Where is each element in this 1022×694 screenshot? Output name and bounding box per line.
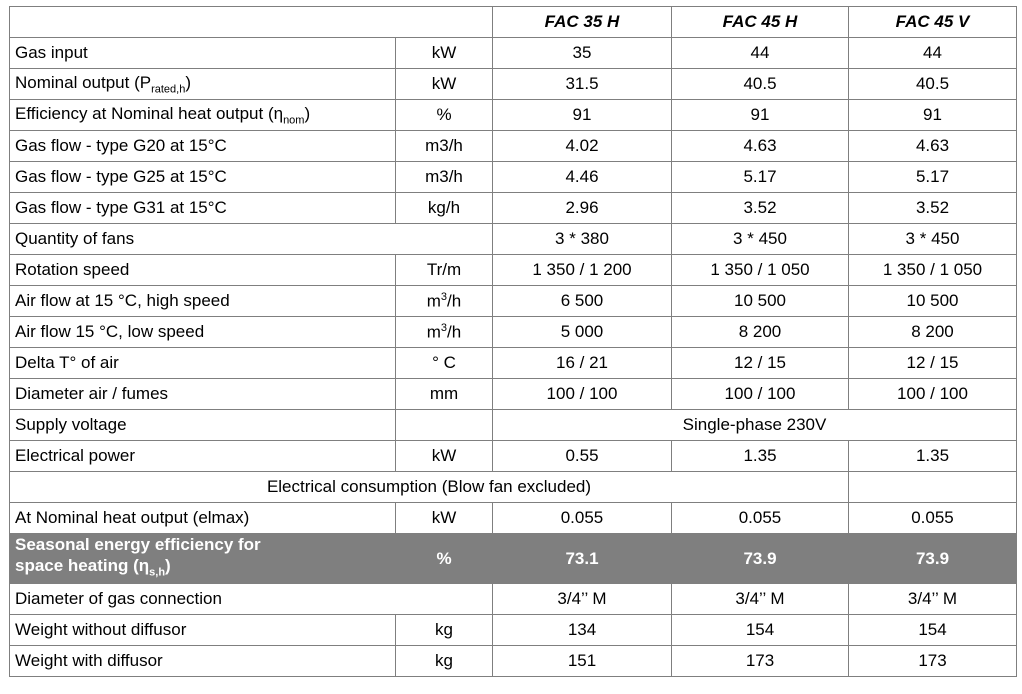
row-unit: m3/h: [396, 131, 493, 162]
row-unit: kW: [396, 503, 493, 534]
table-header-row: [10, 7, 1017, 38]
table-row: [10, 317, 1017, 348]
cell-value: 10 500: [849, 286, 1017, 317]
cell-value: 3.52: [672, 193, 849, 224]
cell-value: 0.055: [672, 503, 849, 534]
row-unit: kW: [396, 69, 493, 100]
table-row: [10, 379, 1017, 410]
highlighted-row: [10, 534, 1017, 584]
table-row: [10, 131, 1017, 162]
row-unit: $m^3/h$: [396, 286, 493, 317]
cell-value: 16 / 21: [493, 348, 672, 379]
cell-value: 4.46: [493, 162, 672, 193]
cell-value: 3/4’’ M: [672, 584, 849, 615]
row-unit: $m^3/h$: [396, 317, 493, 348]
row-label: Quantity of fans: [10, 224, 493, 255]
cell-value: 8 200: [672, 317, 849, 348]
row-label: Nominal output $(P_{rated,h})$: [10, 69, 396, 100]
table-row: [10, 193, 1017, 224]
table-row: [10, 441, 1017, 472]
cell-value: 100 / 100: [493, 379, 672, 410]
cell-value: 6 500: [493, 286, 672, 317]
cell-value: 151: [493, 646, 672, 677]
row-unit: %: [396, 100, 493, 131]
section-header: Electrical consumption (Blow fan excluded): [10, 472, 849, 503]
row-label: Delta T° of air: [10, 348, 396, 379]
cell-value: 4.02: [493, 131, 672, 162]
row-label: Diameter air / fumes: [10, 379, 396, 410]
table-row: [10, 584, 1017, 615]
spec-table: [9, 6, 1017, 677]
table-row: [10, 224, 1017, 255]
column-header: FAC 45 V: [849, 7, 1017, 38]
cell-value: 73.1: [493, 534, 672, 584]
cell-value: 91: [493, 100, 672, 131]
table-row: [10, 69, 1017, 100]
cell-value: 5.17: [849, 162, 1017, 193]
cell-value: 31.5: [493, 69, 672, 100]
row-unit: kg: [396, 615, 493, 646]
row-label: Gas flow - type G31 at 15°C: [10, 193, 396, 224]
cell-value: 5 000: [493, 317, 672, 348]
cell-value: 1 350 / 1 200: [493, 255, 672, 286]
row-unit: %: [396, 534, 493, 584]
cell-value: 173: [672, 646, 849, 677]
row-unit: m3/h: [396, 162, 493, 193]
cell-value: 91: [672, 100, 849, 131]
row-label: Rotation speed: [10, 255, 396, 286]
cell-value: Single-phase 230V: [493, 410, 1017, 441]
header-empty-cell: [10, 7, 493, 38]
cell-value: 3 * 380: [493, 224, 672, 255]
row-label: Air flow at 15 °C, high speed: [10, 286, 396, 317]
cell-value: 154: [849, 615, 1017, 646]
column-header: FAC 35 H: [493, 7, 672, 38]
cell-value: 154: [672, 615, 849, 646]
cell-value: 40.5: [849, 69, 1017, 100]
row-unit: kW: [396, 441, 493, 472]
cell-value: 3.52: [849, 193, 1017, 224]
cell-value: 3 * 450: [672, 224, 849, 255]
row-unit: [396, 410, 493, 441]
table-row: [10, 646, 1017, 677]
section-header-row: [10, 472, 1017, 503]
table-row: [10, 255, 1017, 286]
section-header-empty: [849, 472, 1017, 503]
row-unit: kW: [396, 38, 493, 69]
cell-value: 91: [849, 100, 1017, 131]
cell-value: 44: [849, 38, 1017, 69]
row-unit: kg/h: [396, 193, 493, 224]
cell-value: 100 / 100: [849, 379, 1017, 410]
cell-value: 0.055: [493, 503, 672, 534]
cell-value: 40.5: [672, 69, 849, 100]
cell-value: 1.35: [849, 441, 1017, 472]
table-row: [10, 38, 1017, 69]
row-unit: kg: [396, 646, 493, 677]
row-label: Weight with diffusor: [10, 646, 396, 677]
cell-value: 4.63: [672, 131, 849, 162]
row-label: Gas flow - type G20 at 15°C: [10, 131, 396, 162]
cell-value: 12 / 15: [672, 348, 849, 379]
cell-value: 1.35: [672, 441, 849, 472]
cell-value: 0.055: [849, 503, 1017, 534]
table-row: [10, 162, 1017, 193]
cell-value: 10 500: [672, 286, 849, 317]
table-row: [10, 410, 1017, 441]
cell-value: 2.96: [493, 193, 672, 224]
table-row: [10, 286, 1017, 317]
cell-value: 44: [672, 38, 849, 69]
cell-value: 8 200: [849, 317, 1017, 348]
cell-value: 12 / 15: [849, 348, 1017, 379]
row-unit: mm: [396, 379, 493, 410]
cell-value: 35: [493, 38, 672, 69]
cell-value: 73.9: [672, 534, 849, 584]
cell-value: 3 * 450: [849, 224, 1017, 255]
row-label: At Nominal heat output (elmax): [10, 503, 396, 534]
table-row: [10, 503, 1017, 534]
column-header: FAC 45 H: [672, 7, 849, 38]
row-label: Seasonal energy efficiency for space heating $(\eta_{s,h})$: [10, 534, 396, 584]
cell-value: 73.9: [849, 534, 1017, 584]
row-unit: Tr/m: [396, 255, 493, 286]
cell-value: 100 / 100: [672, 379, 849, 410]
cell-value: 3/4’’ M: [849, 584, 1017, 615]
table-row: [10, 615, 1017, 646]
cell-value: 0.55: [493, 441, 672, 472]
row-label: Gas flow - type G25 at 15°C: [10, 162, 396, 193]
cell-value: 1 350 / 1 050: [672, 255, 849, 286]
cell-value: 173: [849, 646, 1017, 677]
cell-value: 3/4’’ M: [493, 584, 672, 615]
row-label: Efficiency at Nominal heat output $(\eta_{nom})$: [10, 100, 396, 131]
cell-value: 5.17: [672, 162, 849, 193]
row-label: Gas input: [10, 38, 396, 69]
row-unit: ° C: [396, 348, 493, 379]
cell-value: 4.63: [849, 131, 1017, 162]
table-row: [10, 348, 1017, 379]
row-label: Diameter of gas connection: [10, 584, 493, 615]
cell-value: 134: [493, 615, 672, 646]
row-label: Weight without diffusor: [10, 615, 396, 646]
table-row: [10, 100, 1017, 131]
row-label: Electrical power: [10, 441, 396, 472]
cell-value: 1 350 / 1 050: [849, 255, 1017, 286]
row-label: Air flow 15 °C, low speed: [10, 317, 396, 348]
row-label: Supply voltage: [10, 410, 396, 441]
